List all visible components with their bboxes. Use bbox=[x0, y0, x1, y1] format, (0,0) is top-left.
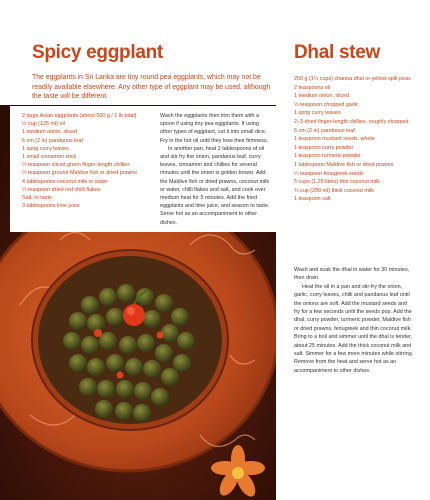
method-paragraph: Heat the oil in a pan and stir-fry the onion, garlic, curry leaves, chilli and pandanus leaf until the onions are soft. Add the mustard seeds and fry for a few seconds until the seeds pop. Add the dhal, curry powder, turmeric powder, Maldive fish or dried prawns, fenugreek and thin coconut milk. Bring to a boil and simmer until the dhal is tender, about 25 minutes. Add the thick coconut milk and salt. Simmer for a few more minutes while stirring. Remove from the heat and serve hot as an accompaniment to other dishes. bbox=[294, 283, 414, 374]
ingredient-item: 1 medium onion, sliced bbox=[22, 129, 78, 136]
ingredient-item: ½ cup (125 ml) oil bbox=[22, 121, 65, 128]
ingredient-item: 1 teaspoon mustard seeds, whole bbox=[294, 136, 375, 143]
method-text bbox=[160, 112, 270, 227]
ingredient-item: ½ teaspoon ground Maldive fish or dried prawns bbox=[22, 170, 138, 177]
ingredient-item: 2 large Asian eggplants (about 500 g / 1 lb total) bbox=[22, 113, 137, 119]
ingredient-item: ½ teaspoon dried red chilli flakes bbox=[22, 186, 101, 193]
ingredient-item: 250 g (1¼ cups) channa dhal or yellow split peas bbox=[294, 76, 411, 82]
ingredient-item: 1 sprig curry leaves bbox=[22, 145, 69, 152]
recipe-title: Dhal stew bbox=[294, 42, 380, 63]
recipe-intro: The eggplants in Sri Lanka are tiny round pea eggplants, which may not be readily available elsewhere. Any other type of eggplant may be used, although the taste will be different. bbox=[32, 74, 271, 101]
ingredient-item: 5 cm (2 in) pandanus leaf bbox=[22, 137, 83, 144]
ingredient-item: 1 sprig curry leaves bbox=[294, 110, 341, 117]
method-paragraph: Wash the eggplants then trim them with a spoon if using tiny pea eggplants. If using other types of eggplant, cut it into small dice. Fry in the hot oil until they lose their firmness. bbox=[160, 113, 269, 144]
ingredient-item: 1 small cinnamon stick bbox=[22, 154, 77, 161]
ingredient-item: ½ teaspoon chopped garlic bbox=[294, 101, 359, 108]
ingredient-item: 4 tablespoons coconut milk or water bbox=[22, 178, 108, 185]
ingredient-item: 3 tablespoons lime juice bbox=[22, 203, 80, 210]
ingredient-item: 1 tablespoon Maldive fish or dried prawns bbox=[294, 161, 394, 168]
ingredient-item: 1 teaspoon salt bbox=[294, 196, 331, 203]
ingredient-item: 1 medium onion, sliced bbox=[294, 93, 350, 100]
recipe-title: Spicy eggplant bbox=[32, 42, 163, 63]
ingredients-list bbox=[22, 112, 146, 210]
dhal-stew-article bbox=[276, 0, 430, 500]
ingredient-item: Salt, to taste bbox=[22, 195, 52, 202]
ingredient-item: ½ teaspoon sliced green finger-length chillies bbox=[22, 162, 130, 169]
ingredient-item: 5 cm (2 in) pandanus leaf bbox=[294, 127, 355, 134]
method-paragraph: In another pan, heat 2 tablespoons of oil and stir fry the onion, pandanus leaf, curry leaves, cinnamon and chillies for several minutes until the onion is golden brown. Add the Maldive fish or dried prawns, coconut milk or water, chilli flakes and salt, and cook over medium heat for 5 minutes. Add the fried eggplants and lime juice, and season to taste. Serve hot as an accompaniment to other dishes. bbox=[160, 145, 270, 226]
method-text bbox=[294, 266, 414, 375]
ingredients-list bbox=[294, 75, 426, 204]
ingredient-item: ¼ teaspoon fenugreek seeds bbox=[294, 170, 364, 177]
ingredient-item: 2–3 dried finger-length chillies, roughly chopped bbox=[294, 118, 409, 125]
ingredient-item: 5 cups (1.25 litres) thin coconut milk bbox=[294, 179, 380, 186]
method-paragraph: Wash and soak the dhal in water for 30 minutes, then drain. bbox=[294, 267, 410, 282]
ingredient-item: 1 teaspoon curry powder bbox=[294, 144, 354, 151]
ingredient-item: ¾ cup (200 ml) thick coconut milk bbox=[294, 187, 374, 194]
ingredient-item: 2 teaspoons oil bbox=[294, 84, 331, 91]
ingredient-item: 1 teaspoon turmeric powder bbox=[294, 153, 361, 160]
